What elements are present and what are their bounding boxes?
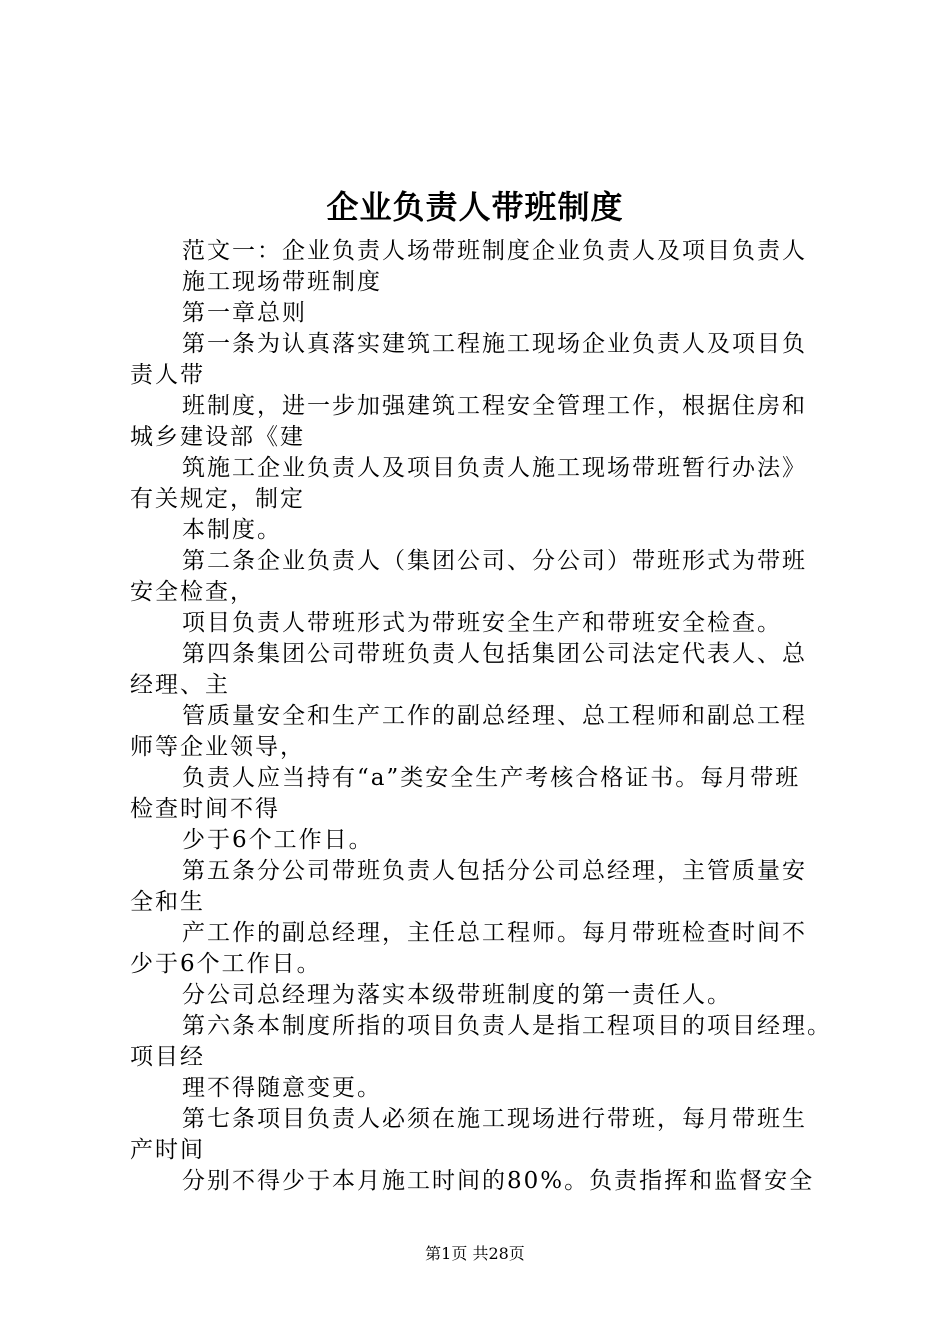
text-line: 本制度。 <box>182 517 282 543</box>
text-line: 有关规定，制定 <box>130 486 305 512</box>
text-line: 项目经 <box>130 1044 205 1070</box>
text-line: 管质量安全和生产工作的副总经理、总工程师和副总工程 <box>182 703 807 729</box>
text-line: 少于6个工作日。 <box>130 951 322 977</box>
text-line: 全和生 <box>130 889 205 915</box>
text-line: 检查时间不得 <box>130 796 280 822</box>
text-line: 分公司总经理为落实本级带班制度的第一责任人。 <box>182 982 732 1008</box>
text-line: 城乡建设部《建 <box>130 424 305 450</box>
text-line: 师等企业领导， <box>130 734 305 760</box>
text-line: 分别不得少于本月施工时间的80%。负责指挥和监督安全 <box>182 1168 815 1194</box>
text-line: 产时间 <box>130 1137 205 1163</box>
text-line: 理不得随意变更。 <box>182 1075 382 1101</box>
text-line: 范文一：企业负责人场带班制度企业负责人及项目负责人 <box>182 238 807 264</box>
text-line: 少于6个工作日。 <box>182 827 374 853</box>
text-line: 班制度，进一步加强建筑工程安全管理工作，根据住房和 <box>182 393 807 419</box>
text-line: 第五条分公司带班负责人包括分公司总经理，主管质量安 <box>182 858 807 884</box>
text-line: 施工现场带班制度 <box>182 269 382 295</box>
text-line: 项目负责人带班形式为带班安全生产和带班安全检查。 <box>182 610 782 636</box>
text-line: 产工作的副总经理，主任总工程师。每月带班检查时间不 <box>182 920 807 946</box>
text-line: 安全检查， <box>130 579 255 605</box>
text-line: 第一章总则 <box>182 300 307 326</box>
text-line: 责人带 <box>130 362 205 388</box>
document-body <box>130 236 840 1197</box>
text-line: 经理、主 <box>130 672 230 698</box>
document-title: 企业负责人带班制度 <box>326 188 624 226</box>
text-line: 第六条本制度所指的项目负责人是指工程项目的项目经理。 <box>182 1013 832 1039</box>
text-line: 筑施工企业负责人及项目负责人施工现场带班暂行办法》 <box>182 455 807 481</box>
text-line: 第四条集团公司带班负责人包括集团公司法定代表人、总 <box>182 641 807 667</box>
text-line: 第七条项目负责人必须在施工现场进行带班，每月带班生 <box>182 1106 807 1132</box>
text-line: 第二条企业负责人（集团公司、分公司）带班形式为带班 <box>182 548 807 574</box>
text-line: 第一条为认真落实建筑工程施工现场企业负责人及项目负 <box>182 331 807 357</box>
text-line: 负责人应当持有“a”类安全生产考核合格证书。每月带班 <box>182 765 801 791</box>
page-number-footer: 第1页 共28页 <box>425 1244 525 1263</box>
